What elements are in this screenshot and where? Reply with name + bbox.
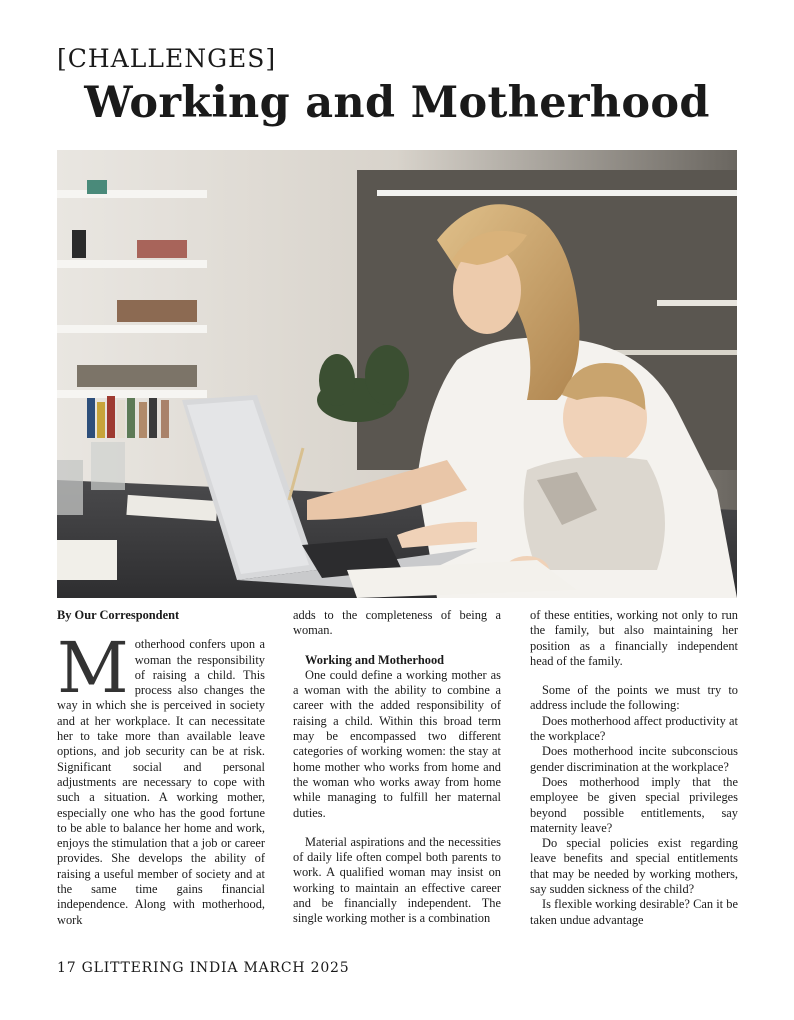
question-item: Is flexible working desirable? Can it be taken undue advantage xyxy=(530,897,738,927)
article-photo xyxy=(57,150,737,598)
article-paragraph: Some of the points we must try to address include the following: xyxy=(530,683,738,713)
article-column-1 xyxy=(57,608,265,928)
photo-mother-baby-laptop xyxy=(57,150,737,598)
article-column-3 xyxy=(530,608,738,928)
page-footer: 17 GLITTERING INDIA MARCH 2025 xyxy=(57,960,350,976)
section-kicker: [CHALLENGES] xyxy=(57,44,277,73)
article-paragraph: Material aspirations and the necessities of daily life often compel both parents to work. A qualified woman may insist on working to maintain an effective career and be financially independent. The single working mother is a combination xyxy=(293,834,501,926)
question-item: Do special policies exist regarding leave benefits and special entitlements that may be needed by working mothers, say sudden sickness of the child? xyxy=(530,836,738,897)
section-subhead: Working and Motherhood xyxy=(305,652,445,667)
question-item: Does motherhood affect productivity at the workplace? xyxy=(530,713,738,744)
article-paragraph: otherhood confers upon a woman the responsibility of raising a child. This process also changes the way in which she is perceived in society and at her workplace. It can necessitate her to take more than available leave options, and job security can be at risk. Significant social and personal adjustments are necessary to cope with such a situation. A working mother, especially one who has the good fortune to be able to balance her home and work, enjoys the stimulation that a job or career provides. She develops the ability of raising a useful member of society and at the same time gains financial independence. Along with motherhood, work xyxy=(57,637,265,927)
article-paragraph: of these entities, working not only to run the family, but also maintaining her position as a financially independent head of the family. xyxy=(530,608,738,668)
question-item: Does motherhood incite subconscious gender discrimination at the workplace? xyxy=(530,744,738,774)
question-item: Does motherhood imply that the employee be given special privileges beyond possible entitlements, say maternity leave? xyxy=(530,774,738,835)
drop-cap: M xyxy=(57,627,129,710)
byline: By Our Correspondent xyxy=(57,608,180,622)
article-paragraph: adds to the completeness of being a woman. xyxy=(293,608,501,638)
article-paragraph: One could define a working mother as a woman with the ability to combine a career with the added responsibility of raising a child. Within this broad term may be encompassed two different categories of working women: the stay at home mother who works from home and the woman who works away from home while managing to fulfill her maternal duties. xyxy=(293,667,501,820)
page-title: Working and Motherhood xyxy=(84,78,710,128)
article-column-2 xyxy=(293,608,501,927)
